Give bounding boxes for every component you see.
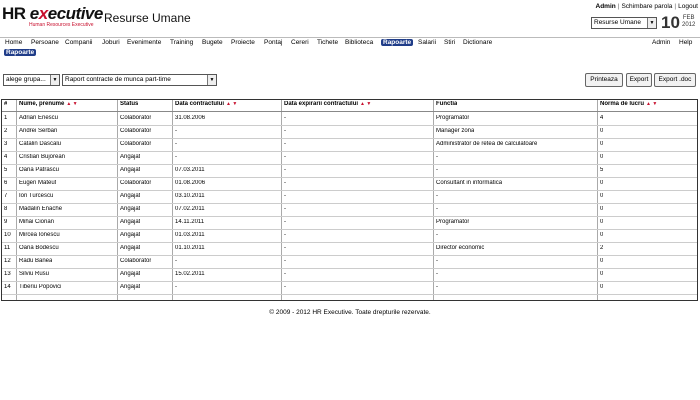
cell-function: - xyxy=(436,193,438,199)
cell-index: 7 xyxy=(4,193,8,199)
nav-item-dictionare[interactable]: Dictionare xyxy=(463,39,493,46)
cell-contract-date: 15.02.2011 xyxy=(175,271,205,277)
sort-arrows-icon[interactable]: ▲ ▼ xyxy=(646,101,658,107)
cell-contract-date: 01.10.2011 xyxy=(175,245,205,251)
cell-name[interactable]: Oana Patrascu xyxy=(19,167,60,173)
cell-function: Manager zona xyxy=(436,128,475,134)
cell-norm: 0 xyxy=(600,141,604,147)
cell-name[interactable]: Madalin Enache xyxy=(19,206,63,212)
cell-expiry-date: - xyxy=(284,115,286,121)
nav-item-cereri[interactable]: Cereri xyxy=(291,39,309,46)
cell-status: Angajat xyxy=(120,284,141,290)
cell-contract-date: 31.08.2006 xyxy=(175,115,206,121)
table-row xyxy=(2,270,697,282)
cell-norm: 0 xyxy=(600,284,604,290)
table-row xyxy=(2,257,697,269)
nav-item-salarii[interactable]: Salarii xyxy=(418,39,437,46)
cell-function: Administrator de retea de calculatoare xyxy=(436,141,538,147)
column-header-index: # xyxy=(4,101,8,107)
cell-norm: 0 xyxy=(600,271,604,277)
table-row xyxy=(2,140,697,152)
cell-index: 4 xyxy=(4,154,8,160)
logo-executive-text xyxy=(30,4,103,23)
nav-item-joburi[interactable]: Joburi xyxy=(102,39,120,46)
cell-function: - xyxy=(436,258,438,264)
nav-item-companii[interactable]: Companii xyxy=(65,39,93,46)
cell-index: 5 xyxy=(4,167,8,173)
nav-item-stiri[interactable]: Stiri xyxy=(444,39,456,46)
column-header-contract-date-label: Data contractului xyxy=(175,101,225,107)
cell-name[interactable]: Radu Banea xyxy=(19,258,53,264)
cell-status: Angajat xyxy=(120,232,141,238)
cell-function: - xyxy=(436,284,438,290)
nav-item-persoane[interactable]: Persoane xyxy=(31,39,59,46)
date-month-year xyxy=(682,15,695,29)
cell-name[interactable]: Adrian Enescu xyxy=(19,115,59,121)
nav-item-admin[interactable]: Admin xyxy=(652,39,671,46)
column-header-name-label: Nume, prenume xyxy=(19,101,65,107)
nav-item-biblioteca[interactable]: Biblioteca xyxy=(345,39,374,46)
cell-name[interactable]: Silviu Rusu xyxy=(19,271,50,277)
cell-index: 12 xyxy=(4,258,11,264)
cell-expiry-date: - xyxy=(284,154,286,160)
sort-arrows-icon[interactable]: ▲ ▼ xyxy=(360,101,372,107)
cell-contract-date: 01.03.2011 xyxy=(175,232,205,238)
cell-index: 10 xyxy=(4,232,11,238)
cell-index: 8 xyxy=(4,206,8,212)
cell-contract-date: - xyxy=(175,284,177,290)
logo-ex-post: ecutive xyxy=(47,4,103,23)
column-header-name[interactable] xyxy=(19,101,78,107)
table-row xyxy=(2,244,697,256)
logo-tagline: Human Resources Executive xyxy=(29,22,94,28)
cell-expiry-date: - xyxy=(284,271,286,277)
table-row xyxy=(2,166,697,178)
cell-expiry-date: - xyxy=(284,258,286,264)
cell-status: Angajat xyxy=(120,245,141,251)
group-select[interactable] xyxy=(3,74,60,86)
app-title: Resurse Umane xyxy=(104,11,191,25)
cell-expiry-date: - xyxy=(284,206,286,212)
table-row xyxy=(2,153,697,165)
cell-norm: 4 xyxy=(600,115,604,121)
cell-status: Angajat xyxy=(120,219,141,225)
cell-status: Colaborator xyxy=(120,141,152,147)
logo-hr-text: HR xyxy=(2,4,26,23)
cell-contract-date: - xyxy=(175,141,177,147)
separator: | xyxy=(617,3,620,10)
cell-contract-date: 03.10.2011 xyxy=(175,193,205,199)
cell-function: Director economic xyxy=(436,245,485,251)
cell-expiry-date: - xyxy=(284,141,286,147)
nav-item-evenimente[interactable]: Evenimente xyxy=(127,39,162,46)
cell-function: Programator xyxy=(436,115,470,121)
cell-index: 9 xyxy=(4,219,8,225)
chevron-down-icon[interactable]: ▼ xyxy=(207,75,216,85)
nav-item-pontaj[interactable]: Pontaj xyxy=(264,39,283,46)
cell-name[interactable]: Catalin Dascalu xyxy=(19,141,62,147)
cell-index: 2 xyxy=(4,128,8,134)
cell-status: Angajat xyxy=(120,154,141,160)
current-user: Admin xyxy=(595,3,616,10)
cell-status: Colaborator xyxy=(120,180,152,186)
table-row xyxy=(2,192,697,204)
date-year: 2012 xyxy=(682,22,696,28)
cell-function: - xyxy=(436,232,438,238)
change-password-link[interactable]: Schimbare parola xyxy=(621,3,673,10)
column-header-function: Functia xyxy=(436,101,458,107)
column-header-norm[interactable] xyxy=(600,101,657,107)
cell-name[interactable]: Andrei Serban xyxy=(19,128,58,134)
logo[interactable] xyxy=(2,4,103,33)
export-doc-button[interactable]: Export .doc xyxy=(654,73,696,87)
cell-expiry-date: - xyxy=(284,245,286,251)
cell-index: 1 xyxy=(4,115,8,121)
cell-function: Programator xyxy=(436,219,470,225)
cell-norm: 0 xyxy=(600,154,604,160)
cell-status: Colaborator xyxy=(120,258,152,264)
cell-norm: 0 xyxy=(600,258,604,264)
group-select-value: alege grupa... xyxy=(6,76,46,83)
date-day: 10 xyxy=(661,13,680,32)
table-row xyxy=(2,283,697,295)
nav-item-training[interactable]: Training xyxy=(170,39,194,46)
cell-norm: 2 xyxy=(600,245,604,251)
cell-name[interactable]: Tiberiu Popovici xyxy=(19,284,62,290)
cell-contract-date: 07.03.2011 xyxy=(175,167,205,173)
cell-name[interactable]: Mihai Ciorian xyxy=(19,219,55,225)
cell-index: 14 xyxy=(4,284,11,290)
footer-copyright: © 2009 - 2012 HR Executive. Toate drepturile rezervate. xyxy=(269,309,431,316)
column-header-expiry-date-label: Data expirarii contractului xyxy=(284,101,359,107)
cell-contract-date: 01.08.2006 xyxy=(175,180,206,186)
cell-function: - xyxy=(436,206,438,212)
column-header-contract-date[interactable] xyxy=(175,101,237,107)
cell-norm: 0 xyxy=(600,193,604,199)
app-selector-value: Resurse Umane xyxy=(594,19,641,26)
cell-expiry-date: - xyxy=(284,128,286,134)
report-select[interactable] xyxy=(62,74,217,86)
table-row xyxy=(2,179,697,191)
nav-item-home[interactable]: Home xyxy=(5,39,23,46)
cell-index: 13 xyxy=(4,271,11,277)
cell-norm: 0 xyxy=(600,206,604,212)
logo-ex-x: x xyxy=(38,4,48,23)
app-selector[interactable] xyxy=(591,17,657,29)
cell-expiry-date: - xyxy=(284,193,286,199)
report-table xyxy=(1,99,698,301)
cell-name[interactable]: Cristian Bujorean xyxy=(19,154,66,160)
cell-index: 6 xyxy=(4,180,8,186)
sub-nav xyxy=(4,49,36,59)
nav-item-rapoarte[interactable]: Rapoarte xyxy=(383,39,412,46)
report-select-value: Raport contracte de munca part-time xyxy=(65,76,171,83)
cell-norm: 0 xyxy=(600,219,604,225)
cell-expiry-date: - xyxy=(284,167,286,173)
cell-function: - xyxy=(436,154,438,160)
cell-contract-date: - xyxy=(175,128,177,134)
cell-expiry-date: - xyxy=(284,284,286,290)
cell-name[interactable]: Oana Bodescu xyxy=(19,245,59,251)
nav-item-tichete[interactable]: Tichete xyxy=(317,39,339,46)
cell-name[interactable]: Eugen Mateut xyxy=(19,180,57,186)
date-month: FEB xyxy=(682,15,695,21)
table-row xyxy=(2,114,697,126)
chevron-down-icon[interactable]: ▼ xyxy=(647,18,656,28)
cell-index: 3 xyxy=(4,141,8,147)
nav-item-help[interactable]: Help xyxy=(679,39,693,46)
cell-status: Angajat xyxy=(120,193,141,199)
cell-name[interactable]: Mircea Ionescu xyxy=(19,232,60,238)
export-button[interactable]: Export xyxy=(626,73,652,87)
cell-expiry-date: - xyxy=(284,232,286,238)
cell-expiry-date: - xyxy=(284,180,286,186)
sort-arrows-icon[interactable]: ▲ ▼ xyxy=(226,101,238,107)
cell-contract-date: - xyxy=(175,258,177,264)
cell-norm: 0 xyxy=(600,232,604,238)
cell-status: Angajat xyxy=(120,206,141,212)
logo-ex-pre: e xyxy=(29,4,39,23)
column-header-norm-label: Norma de lucru xyxy=(600,101,645,107)
sort-arrows-icon[interactable]: ▲ ▼ xyxy=(66,101,78,107)
cell-status: Colaborator xyxy=(120,128,152,134)
table-header-row xyxy=(2,100,697,112)
table-row xyxy=(2,231,697,243)
print-button[interactable]: Printeaza xyxy=(585,73,623,87)
cell-status: Angajat xyxy=(120,167,141,173)
table-row xyxy=(2,127,697,139)
cell-name[interactable]: Ion Turcescu xyxy=(19,193,54,199)
cell-function: - xyxy=(436,271,438,277)
main-nav xyxy=(0,37,700,47)
cell-expiry-date: - xyxy=(284,219,286,225)
cell-contract-date: 07.02.2011 xyxy=(175,206,205,212)
cell-norm: 0 xyxy=(600,128,604,134)
cell-norm: 0 xyxy=(600,180,604,186)
logout-link[interactable]: Logout xyxy=(678,3,698,10)
subnav-item-rapoarte[interactable]: Rapoarte xyxy=(6,49,35,56)
cell-contract-date: 14.11.2011 xyxy=(175,219,205,225)
nav-item-bugete[interactable]: Bugete xyxy=(202,39,223,46)
cell-index: 11 xyxy=(4,245,11,251)
chevron-down-icon[interactable]: ▼ xyxy=(50,75,59,85)
table-row xyxy=(2,205,697,217)
nav-item-proiecte[interactable]: Proiecte xyxy=(231,39,255,46)
cell-status: Angajat xyxy=(120,271,141,277)
cell-contract-date: - xyxy=(175,154,177,160)
cell-function: Consultant in informatica xyxy=(436,180,503,186)
table-row xyxy=(2,218,697,230)
column-header-expiry-date[interactable] xyxy=(284,101,371,107)
column-header-status: Status xyxy=(120,101,139,107)
cell-function: - xyxy=(436,167,438,173)
top-links xyxy=(596,3,698,10)
cell-status: Colaborator xyxy=(120,115,152,121)
cell-norm: 5 xyxy=(600,167,604,173)
separator: | xyxy=(674,3,677,10)
